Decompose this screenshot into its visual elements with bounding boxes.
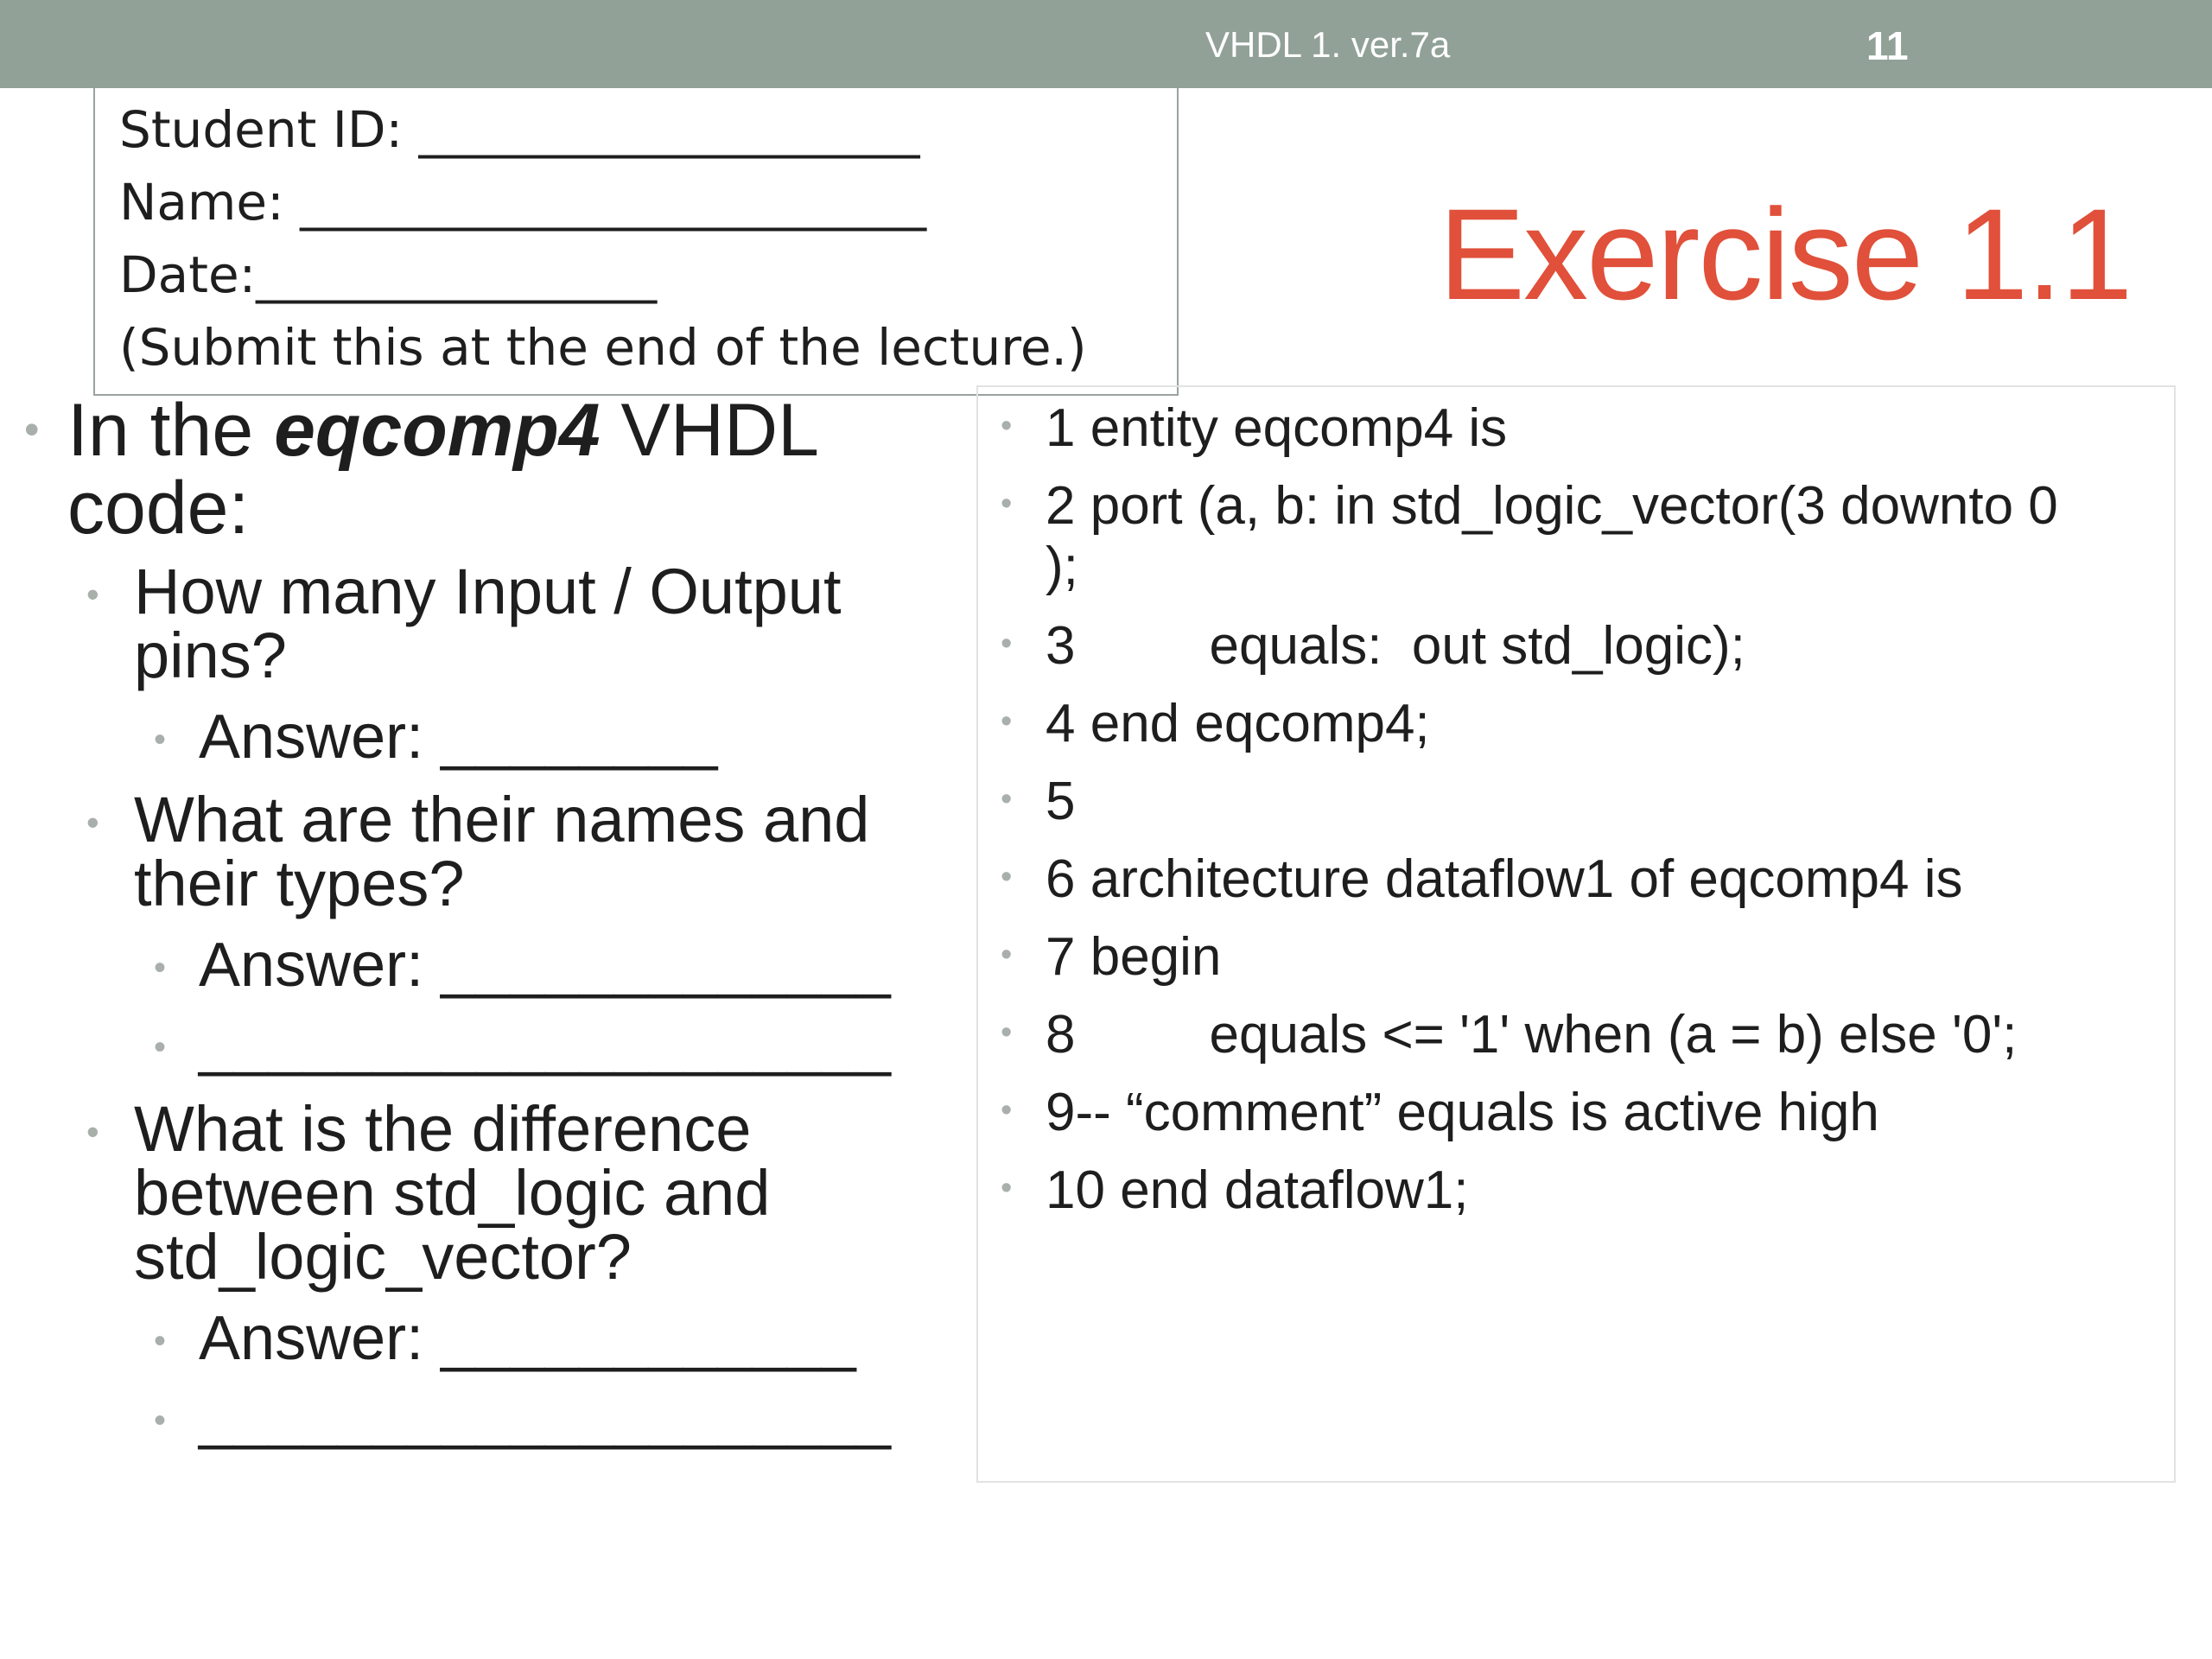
bullet-icon: •: [1001, 937, 1013, 973]
bullet-icon: •: [86, 1111, 99, 1152]
code-line-6: 6 architecture dataflow1 of eqcomp4 is: [1046, 849, 1963, 909]
q3-line-1: What is the difference: [134, 1093, 752, 1165]
code-line-9: 9-- “comment” equals is active high: [1046, 1083, 1879, 1142]
intro-prefix: In the: [67, 389, 275, 472]
code-line-8: 8 equals <= '1' when (a = b) else '0';: [1046, 1005, 2018, 1065]
bullet-icon: •: [1001, 408, 1013, 444]
bullet-icon: •: [154, 1322, 167, 1360]
bullet-icon: •: [1001, 703, 1013, 740]
bullet-icon: •: [154, 949, 167, 987]
bullet-icon: •: [86, 802, 99, 842]
slide-title: Exercise 1.1: [1439, 181, 2132, 327]
code-line-4: 4 end eqcomp4;: [1046, 694, 1430, 753]
bullet-icon: •: [1001, 1092, 1013, 1128]
student-info-box: [93, 88, 1179, 396]
header-title: VHDL 1. ver.7a: [1205, 24, 1451, 65]
q3-line-2: between std_logic and: [134, 1157, 771, 1229]
q2-line-1: What are their names and: [134, 784, 870, 855]
q1-answer: Answer: ________: [199, 702, 718, 772]
bullet-icon: •: [154, 1028, 167, 1066]
bullet-icon: •: [1001, 1014, 1013, 1051]
q3-line-3: std_logic_vector?: [134, 1221, 632, 1293]
code-line-7: 7 begin: [1046, 927, 1222, 987]
bullet-icon: •: [1001, 486, 1013, 522]
q2-answer: Answer: _____________: [199, 931, 891, 1000]
bullet-icon: •: [86, 574, 99, 614]
submit-note: (Submit this at the end of the lecture.): [119, 318, 1087, 377]
q2-blank-line: ____________________: [199, 1008, 891, 1077]
intro-suffix: VHDL: [600, 389, 819, 472]
code-line-10: 10 end dataflow1;: [1046, 1160, 1469, 1220]
intro-line-2: code:: [67, 467, 250, 550]
q2-line-2: their types?: [134, 848, 465, 919]
bullet-icon: •: [154, 721, 167, 759]
q3-blank-line: ____________________: [199, 1382, 891, 1451]
q1-line-2: pins?: [134, 620, 287, 691]
q1-line-1: How many Input / Output: [134, 556, 842, 627]
bullet-icon: •: [24, 405, 40, 454]
q3-answer: Answer: ____________: [199, 1304, 856, 1373]
page-number: 11: [1866, 23, 1909, 68]
code-box: [976, 385, 2176, 1483]
header-bar: [0, 0, 2212, 88]
name-field: Name: _________________________: [119, 173, 927, 232]
date-field: Date:________________: [119, 245, 658, 304]
code-line-3: 3 equals: out std_logic);: [1046, 616, 1745, 676]
bullet-icon: •: [1001, 781, 1013, 817]
entity-name: eqcomp4: [274, 389, 601, 472]
code-line-2-cont: );: [1046, 537, 1078, 596]
code-line-2: 2 port (a, b: in std_logic_vector(3 downto 0: [1046, 476, 2058, 536]
bullet-icon: •: [154, 1402, 167, 1440]
intro-line: [67, 391, 819, 470]
code-line-5: 5: [1046, 772, 1076, 831]
bullet-icon: •: [1001, 626, 1013, 662]
student-id-field: Student ID: ____________________: [119, 100, 920, 159]
bullet-icon: •: [1001, 859, 1013, 895]
bullet-icon: •: [1001, 1170, 1013, 1206]
code-line-1: 1 entity eqcomp4 is: [1046, 398, 1508, 458]
